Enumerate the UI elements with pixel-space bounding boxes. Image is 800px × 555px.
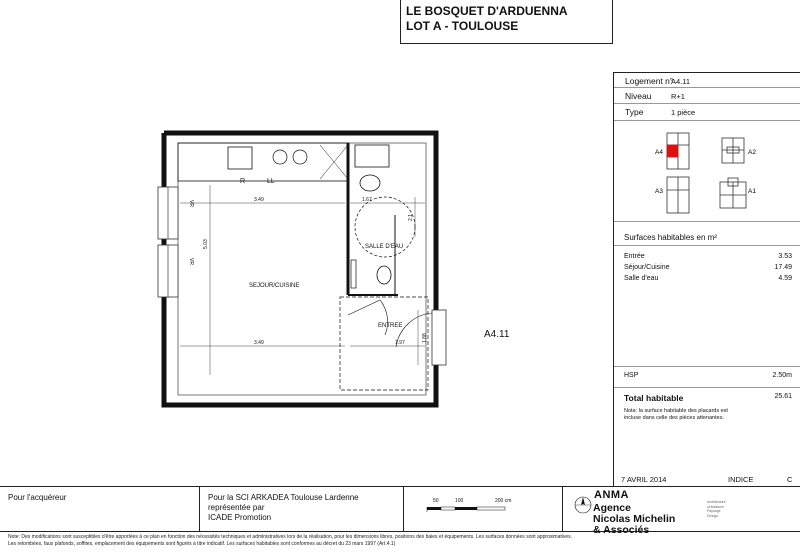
unit-tag-label: A4.11 <box>484 329 510 340</box>
scale-label: 200 cm <box>495 498 512 504</box>
vr-mark: VR <box>188 258 194 265</box>
note-line: Note: Des modifications sont susceptibles d'être apportées à ce plan en fonction des nécessités techniques et administratives lors de la réalisation, pour les dimensions libres, positions des baies et équipements. Les surfaces données sont approximatives. <box>8 534 573 540</box>
room-label-sejour: SEJOUR/CUISINE <box>249 283 300 289</box>
vr-mark: VR <box>188 200 194 207</box>
logo-line: Nicolas Michelin <box>593 513 676 525</box>
surface-value: 4.59 <box>778 275 792 282</box>
toilet <box>377 266 391 284</box>
scale-label: 100 <box>455 498 464 504</box>
highlighted-unit <box>667 145 678 157</box>
niveau-label: Niveau <box>625 91 652 101</box>
shower-tray <box>355 145 389 167</box>
footer-divider <box>562 486 563 531</box>
logo-line: Agence <box>593 502 631 514</box>
project-lot: LOT A - TOULOUSE <box>406 19 519 33</box>
hsp-label: HSP <box>624 372 639 379</box>
date: 7 AVRIL 2014 <box>621 475 667 484</box>
room-label-entree: ENTREE <box>378 323 403 329</box>
logo-small-line: Architecture <box>707 500 726 504</box>
hsp-divider <box>614 366 800 367</box>
dishwasher-mark: LL <box>267 178 275 185</box>
logo-small-text <box>707 500 726 518</box>
floor-plan <box>150 125 480 415</box>
logo-line: & Associés <box>593 524 650 536</box>
dimension-label: 2.1 <box>408 214 414 221</box>
entree-zone <box>340 297 428 390</box>
surface-value: 3.53 <box>778 253 792 260</box>
room-label-salle-eau: SALLE D'EAU <box>365 244 404 250</box>
surface-name: Entrée <box>624 253 645 260</box>
type-value: 1 pièce <box>671 108 696 117</box>
surfaces-note: Nota: la surface habitable des placards est incluse dans celle des pièces attenantes. <box>624 408 728 421</box>
hsp-value: 2.50m <box>772 372 792 379</box>
project-name: LE BOSQUET D'ARDUENNA <box>406 4 568 18</box>
logo-small-line: Design <box>707 513 718 518</box>
niveau-row <box>614 88 800 104</box>
surface-name: Salle d'eau <box>624 275 659 282</box>
footer-divider <box>403 486 404 531</box>
dimension-label: 1.97 <box>395 340 405 346</box>
note-line: Les retombées, faux plafonds, soffites, emplacement des équipements sont figurés à titre indicatif. Les surfaces habitables sont conformes au décret du 23 mars 1997 (Art.4.1) <box>8 541 396 547</box>
keyplan-label: A3 <box>655 188 663 195</box>
sink <box>228 147 252 169</box>
sci-line: ICADE Promotion <box>208 513 272 522</box>
logo-agence <box>593 503 675 536</box>
sci-block <box>208 493 359 523</box>
logo-small-line: Paysage <box>707 509 721 513</box>
logement-value: A4.11 <box>671 77 691 86</box>
surfaces-title: Surfaces habitables en m² <box>624 233 717 242</box>
dimension-label: 3.49 <box>254 197 264 203</box>
type-row <box>614 104 800 121</box>
footer-bottom-line <box>0 531 800 532</box>
logo-anma: ANMA <box>594 489 629 501</box>
total-label: Total habitable <box>624 393 684 403</box>
dimension-label: 1.67 <box>362 197 372 203</box>
logement-row <box>614 73 800 88</box>
entry-door-frame <box>432 310 446 365</box>
type-label: Type <box>625 107 644 117</box>
scale-label: 50 <box>433 498 439 504</box>
niveau-value: R+1 <box>671 92 685 101</box>
total-divider <box>614 387 800 388</box>
north-arrow-icon <box>572 494 594 516</box>
keyplan-label: A4 <box>655 149 663 156</box>
sci-line: Pour la SCI ARKADEA Toulouse Lardenne <box>208 493 359 502</box>
acquereur-label: Pour l'acquéreur <box>8 493 67 502</box>
footer-divider <box>199 486 200 531</box>
total-value: 25.61 <box>774 393 792 400</box>
surface-name: Séjour/Cuisine <box>624 264 670 271</box>
logo-small-line: Urbanisme <box>707 504 724 509</box>
surface-value: 17.49 <box>774 264 792 271</box>
keyplan-label: A2 <box>748 149 756 156</box>
keyplan-diagram <box>622 130 772 215</box>
surfaces-divider <box>614 245 800 246</box>
dimension-label: 1.88 <box>422 333 428 343</box>
legal-notes <box>8 534 793 548</box>
indice-value: C <box>787 475 793 484</box>
project-title-box <box>400 0 613 44</box>
dimension-label: 3.49 <box>254 340 264 346</box>
footer-top-line <box>0 486 800 487</box>
sci-line: représentée par <box>208 503 265 512</box>
fridge-mark: R <box>240 178 246 185</box>
indice-label: INDICE <box>728 475 754 484</box>
dimension-label: 5.03 <box>203 239 209 249</box>
logement-label: Logement n° <box>625 76 674 86</box>
washbasin <box>360 175 380 191</box>
scale-bar <box>425 496 535 518</box>
keyplan-label: A1 <box>748 188 756 195</box>
